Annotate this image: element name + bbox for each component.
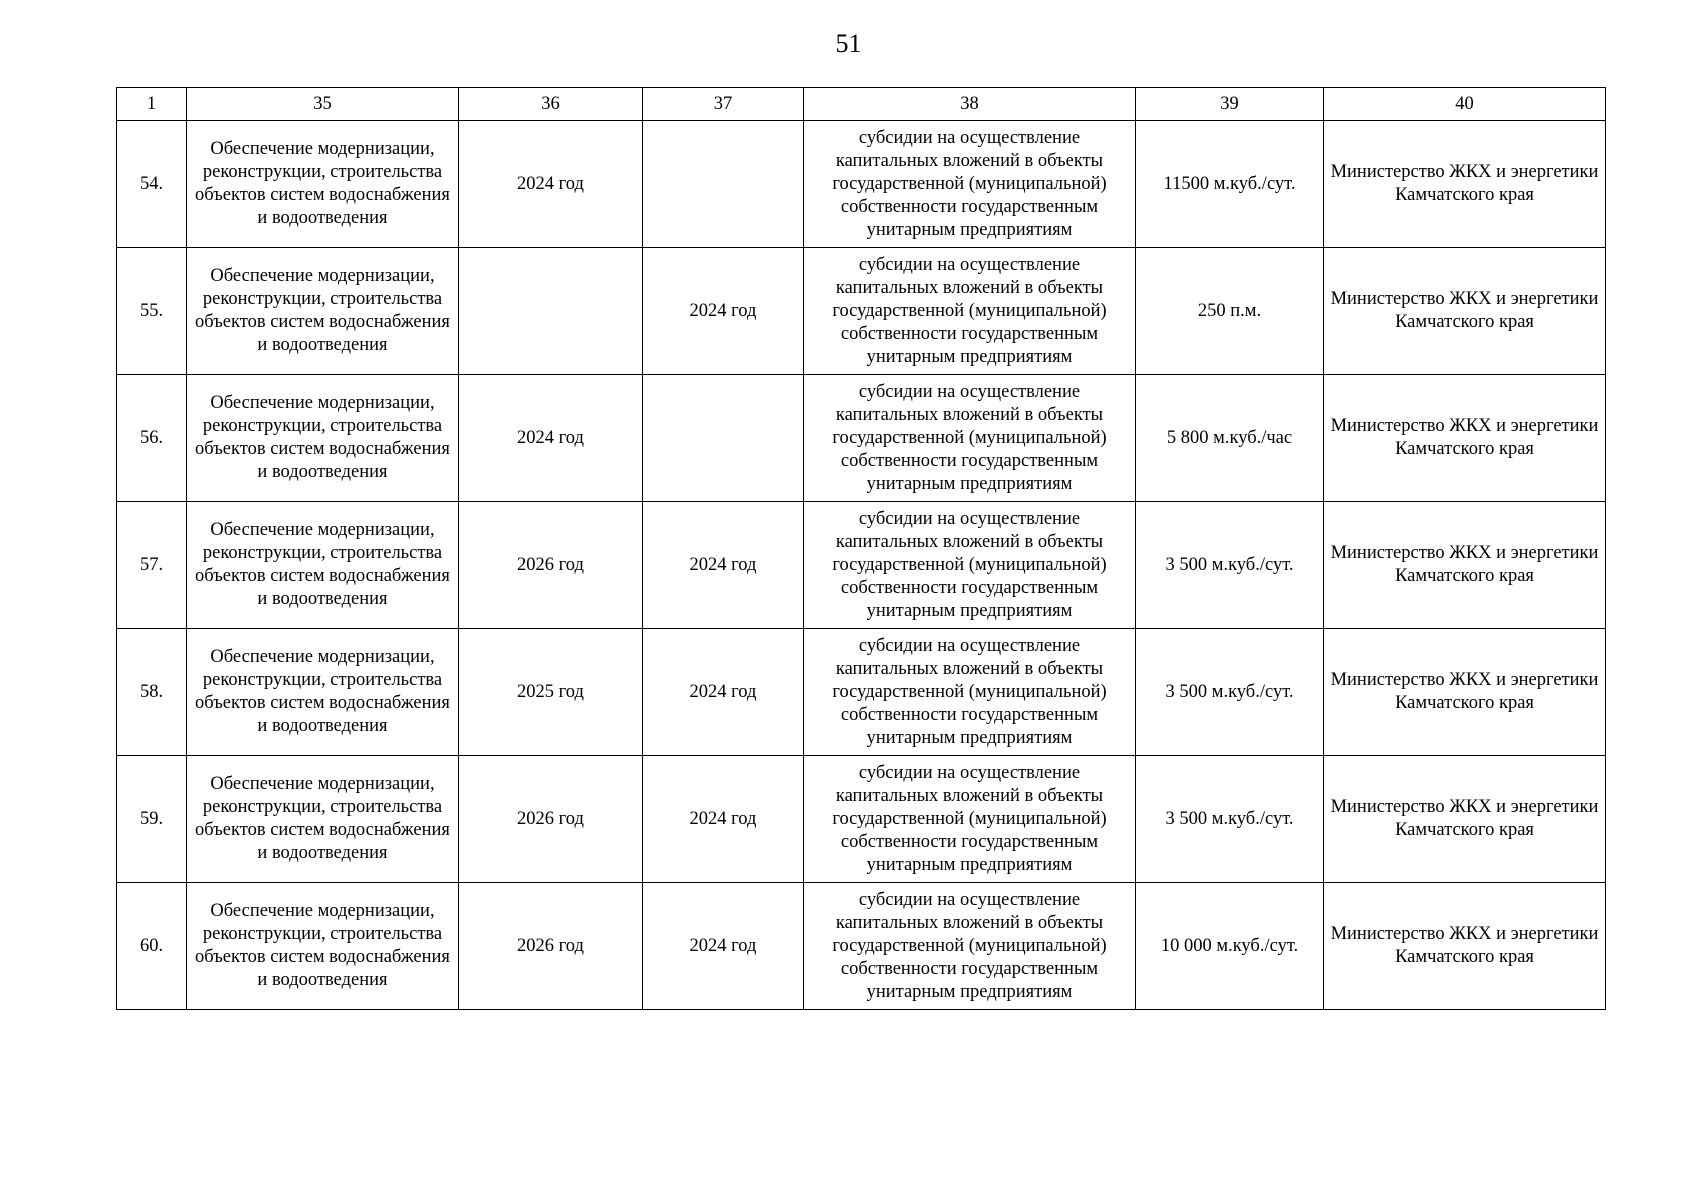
header-col-40: 40 [1324, 88, 1606, 121]
header-col-35: 35 [187, 88, 459, 121]
capacity-cell: 10 000 м.куб./сут. [1136, 883, 1324, 1010]
col36-cell: 2026 год [459, 756, 643, 883]
row-number-cell: 57. [117, 502, 187, 629]
col37-cell: 2024 год [643, 756, 804, 883]
row-number-cell: 55. [117, 248, 187, 375]
table-row [117, 248, 1606, 375]
table-row [117, 883, 1606, 1010]
col37-cell: 2024 год [643, 883, 804, 1010]
support-cell: субсидии на осуществление капитальных вложений в объекты государственной (муниципальной) собственности государственным унитарным предприятиям [804, 375, 1136, 502]
capacity-cell: 3 500 м.куб./сут. [1136, 629, 1324, 756]
responsible-cell: Министерство ЖКХ и энергетики Камчатского края [1324, 375, 1606, 502]
capacity-cell: 3 500 м.куб./сут. [1136, 502, 1324, 629]
responsible-cell: Министерство ЖКХ и энергетики Камчатского края [1324, 121, 1606, 248]
row-number-cell: 56. [117, 375, 187, 502]
row-number-cell: 60. [117, 883, 187, 1010]
activity-cell: Обеспечение модернизации, реконструкции, строительства объектов систем водоснабжения и водоотведения [187, 248, 459, 375]
activity-cell: Обеспечение модернизации, реконструкции, строительства объектов систем водоснабжения и водоотведения [187, 121, 459, 248]
col36-cell: 2026 год [459, 502, 643, 629]
support-cell: субсидии на осуществление капитальных вложений в объекты государственной (муниципальной) собственности государственным унитарным предприятиям [804, 248, 1136, 375]
col36-cell [459, 248, 643, 375]
capacity-cell: 11500 м.куб./сут. [1136, 121, 1324, 248]
header-col-39: 39 [1136, 88, 1324, 121]
row-number-cell: 58. [117, 629, 187, 756]
capacity-cell: 3 500 м.куб./сут. [1136, 756, 1324, 883]
row-number-cell: 59. [117, 756, 187, 883]
capacity-cell: 250 п.м. [1136, 248, 1324, 375]
responsible-cell: Министерство ЖКХ и энергетики Камчатского края [1324, 248, 1606, 375]
page-number: 51 [835, 29, 862, 58]
activity-cell: Обеспечение модернизации, реконструкции, строительства объектов систем водоснабжения и водоотведения [187, 756, 459, 883]
activity-cell: Обеспечение модернизации, реконструкции, строительства объектов систем водоснабжения и водоотведения [187, 502, 459, 629]
activity-cell: Обеспечение модернизации, реконструкции, строительства объектов систем водоснабжения и водоотведения [187, 375, 459, 502]
table-header-row [117, 88, 1606, 121]
header-col-37: 37 [643, 88, 804, 121]
support-cell: субсидии на осуществление капитальных вложений в объекты государственной (муниципальной) собственности государственным унитарным предприятиям [804, 883, 1136, 1010]
table-row [117, 756, 1606, 883]
header-col-1: 1 [117, 88, 187, 121]
header-col-36: 36 [459, 88, 643, 121]
activity-cell: Обеспечение модернизации, реконструкции, строительства объектов систем водоснабжения и водоотведения [187, 883, 459, 1010]
support-cell: субсидии на осуществление капитальных вложений в объекты государственной (муниципальной) собственности государственным унитарным предприятиям [804, 629, 1136, 756]
capacity-cell: 5 800 м.куб./час [1136, 375, 1324, 502]
row-number-cell: 54. [117, 121, 187, 248]
support-cell: субсидии на осуществление капитальных вложений в объекты государственной (муниципальной) собственности государственным унитарным предприятиям [804, 756, 1136, 883]
col36-cell: 2024 год [459, 121, 643, 248]
col37-cell [643, 375, 804, 502]
col37-cell [643, 121, 804, 248]
col37-cell: 2024 год [643, 248, 804, 375]
col36-cell: 2026 год [459, 883, 643, 1010]
activity-cell: Обеспечение модернизации, реконструкции, строительства объектов систем водоснабжения и водоотведения [187, 629, 459, 756]
support-cell: субсидии на осуществление капитальных вложений в объекты государственной (муниципальной) собственности государственным унитарным предприятиям [804, 502, 1136, 629]
table-row [117, 375, 1606, 502]
table-row [117, 121, 1606, 248]
table-row [117, 629, 1606, 756]
support-cell: субсидии на осуществление капитальных вложений в объекты государственной (муниципальной) собственности государственным унитарным предприятиям [804, 121, 1136, 248]
responsible-cell: Министерство ЖКХ и энергетики Камчатского края [1324, 629, 1606, 756]
col36-cell: 2024 год [459, 375, 643, 502]
col37-cell: 2024 год [643, 502, 804, 629]
data-table [116, 87, 1606, 1010]
col37-cell: 2024 год [643, 629, 804, 756]
responsible-cell: Министерство ЖКХ и энергетики Камчатского края [1324, 756, 1606, 883]
table-row [117, 502, 1606, 629]
responsible-cell: Министерство ЖКХ и энергетики Камчатского края [1324, 502, 1606, 629]
responsible-cell: Министерство ЖКХ и энергетики Камчатского края [1324, 883, 1606, 1010]
col36-cell: 2025 год [459, 629, 643, 756]
header-col-38: 38 [804, 88, 1136, 121]
